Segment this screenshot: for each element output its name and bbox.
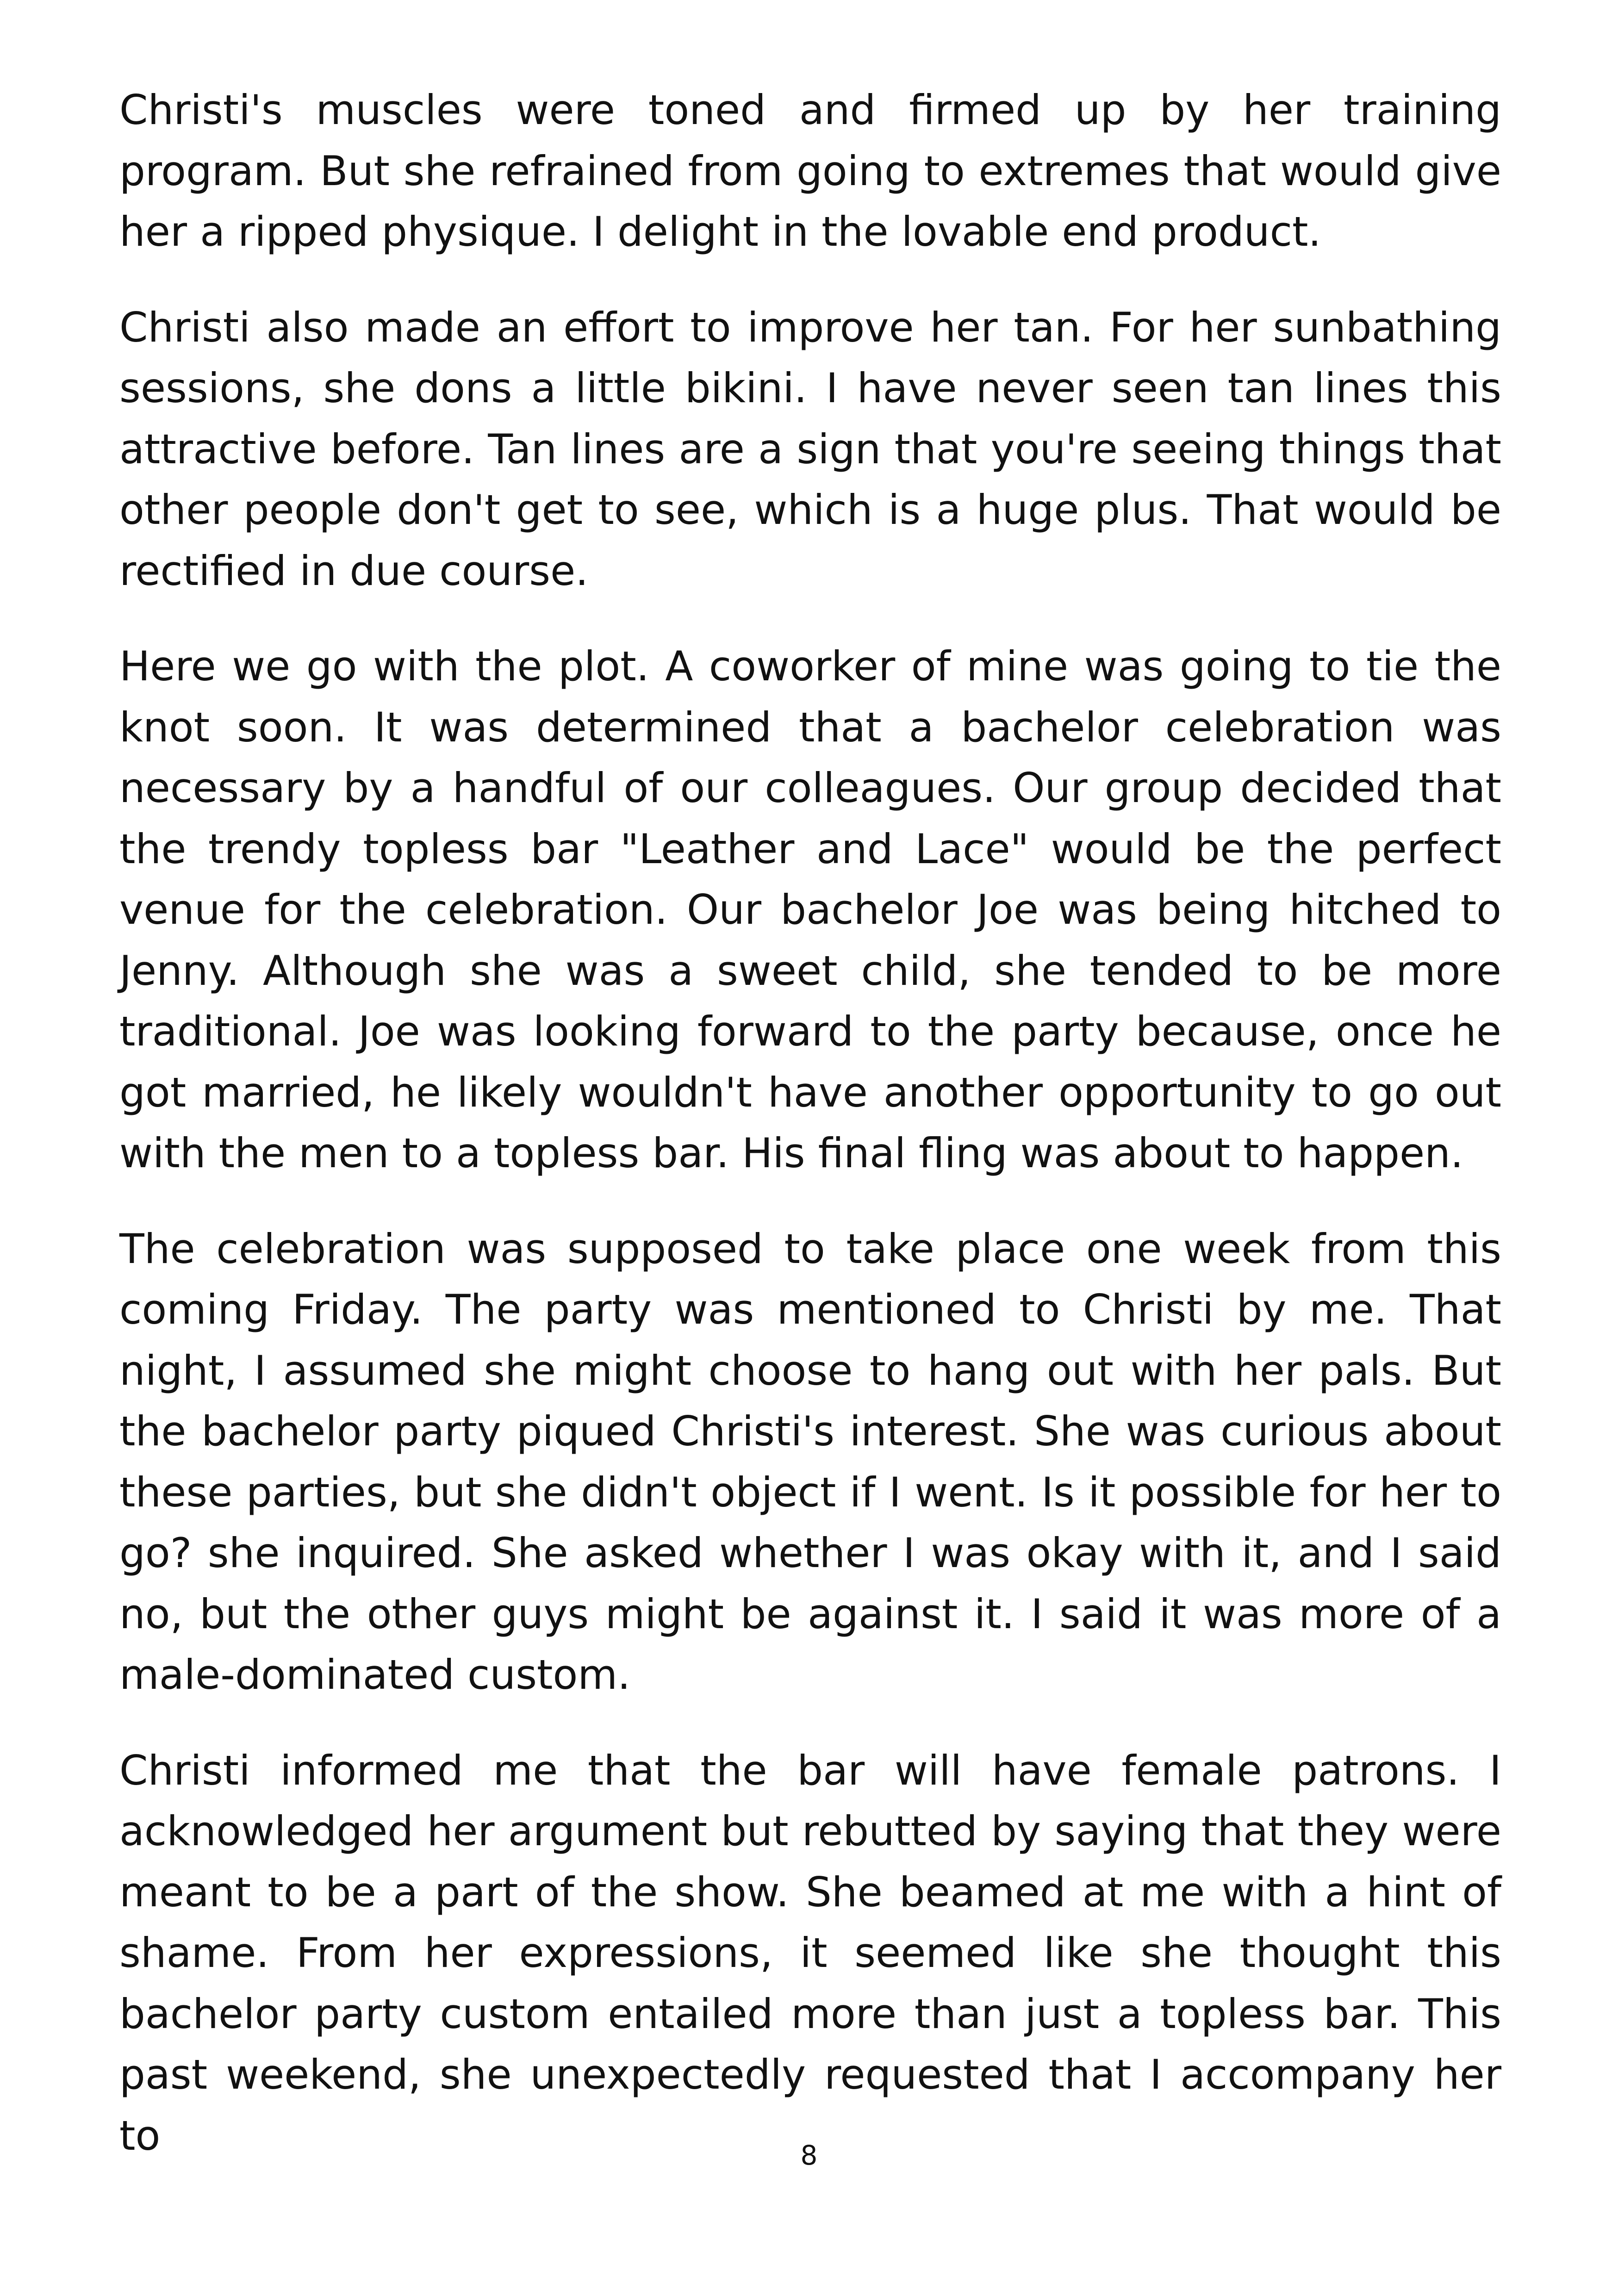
paragraph-3: Here we go with the plot. A coworker of mine was going to tie the knot soon. It was determined that a bachelor celebration was necessary by a handful of our colleagues. Our group decided that the trendy topless bar "Leather and Lace" would be the perfect venue for the celebration. Our bachelor Joe was being hitched to Jenny. Although she was a sweet child, she tended to be more traditional. Joe was looking forward to the party because, once he got married, he likely wouldn't have another opportunity to go out with the men to a topless bar. His final fling was about to happen. [119,642,1501,1177]
paragraph-4: The celebration was supposed to take place one week from this coming Friday. The party was mentioned to Christi by me. That night, I assumed she might choose to hang out with her pals. But the bachelor party piqued Christi's interest. She was curious about these parties, but she didn't object if I went. Is it possible for her to go? she inquired. She asked whether I was okay with it, and I said no, but the other guys might be against it. I said it was more of a male-dominated custom. [119,1225,1501,1699]
page-number: 8 [800,2140,818,2171]
body-text [119,80,1501,2201]
paragraph-2: Christi also made an effort to improve her tan. For her sunbathing sessions, she dons a little bikini. I have never seen tan lines this attractive before. Tan lines are a sign that you're seeing things that other people don't get to see, which is a huge plus. That would be rectified in due course. [119,303,1501,595]
paragraph-1: Christi's muscles were toned and firmed up by her training program. But she refrained from going to extremes that would give her a ripped physique. I delight in the lovable end product. [119,86,1501,255]
paragraph-5: Christi informed me that the bar will have female patrons. I acknowledged her argument but rebutted by saying that they were meant to be a part of the show. She beamed at me with a hint of shame. From her expressions, it seemed like she thought this bachelor party custom entailed more than just a topless bar. This past weekend, she unexpectedly requested that I accompany her to [119,1746,1501,2159]
